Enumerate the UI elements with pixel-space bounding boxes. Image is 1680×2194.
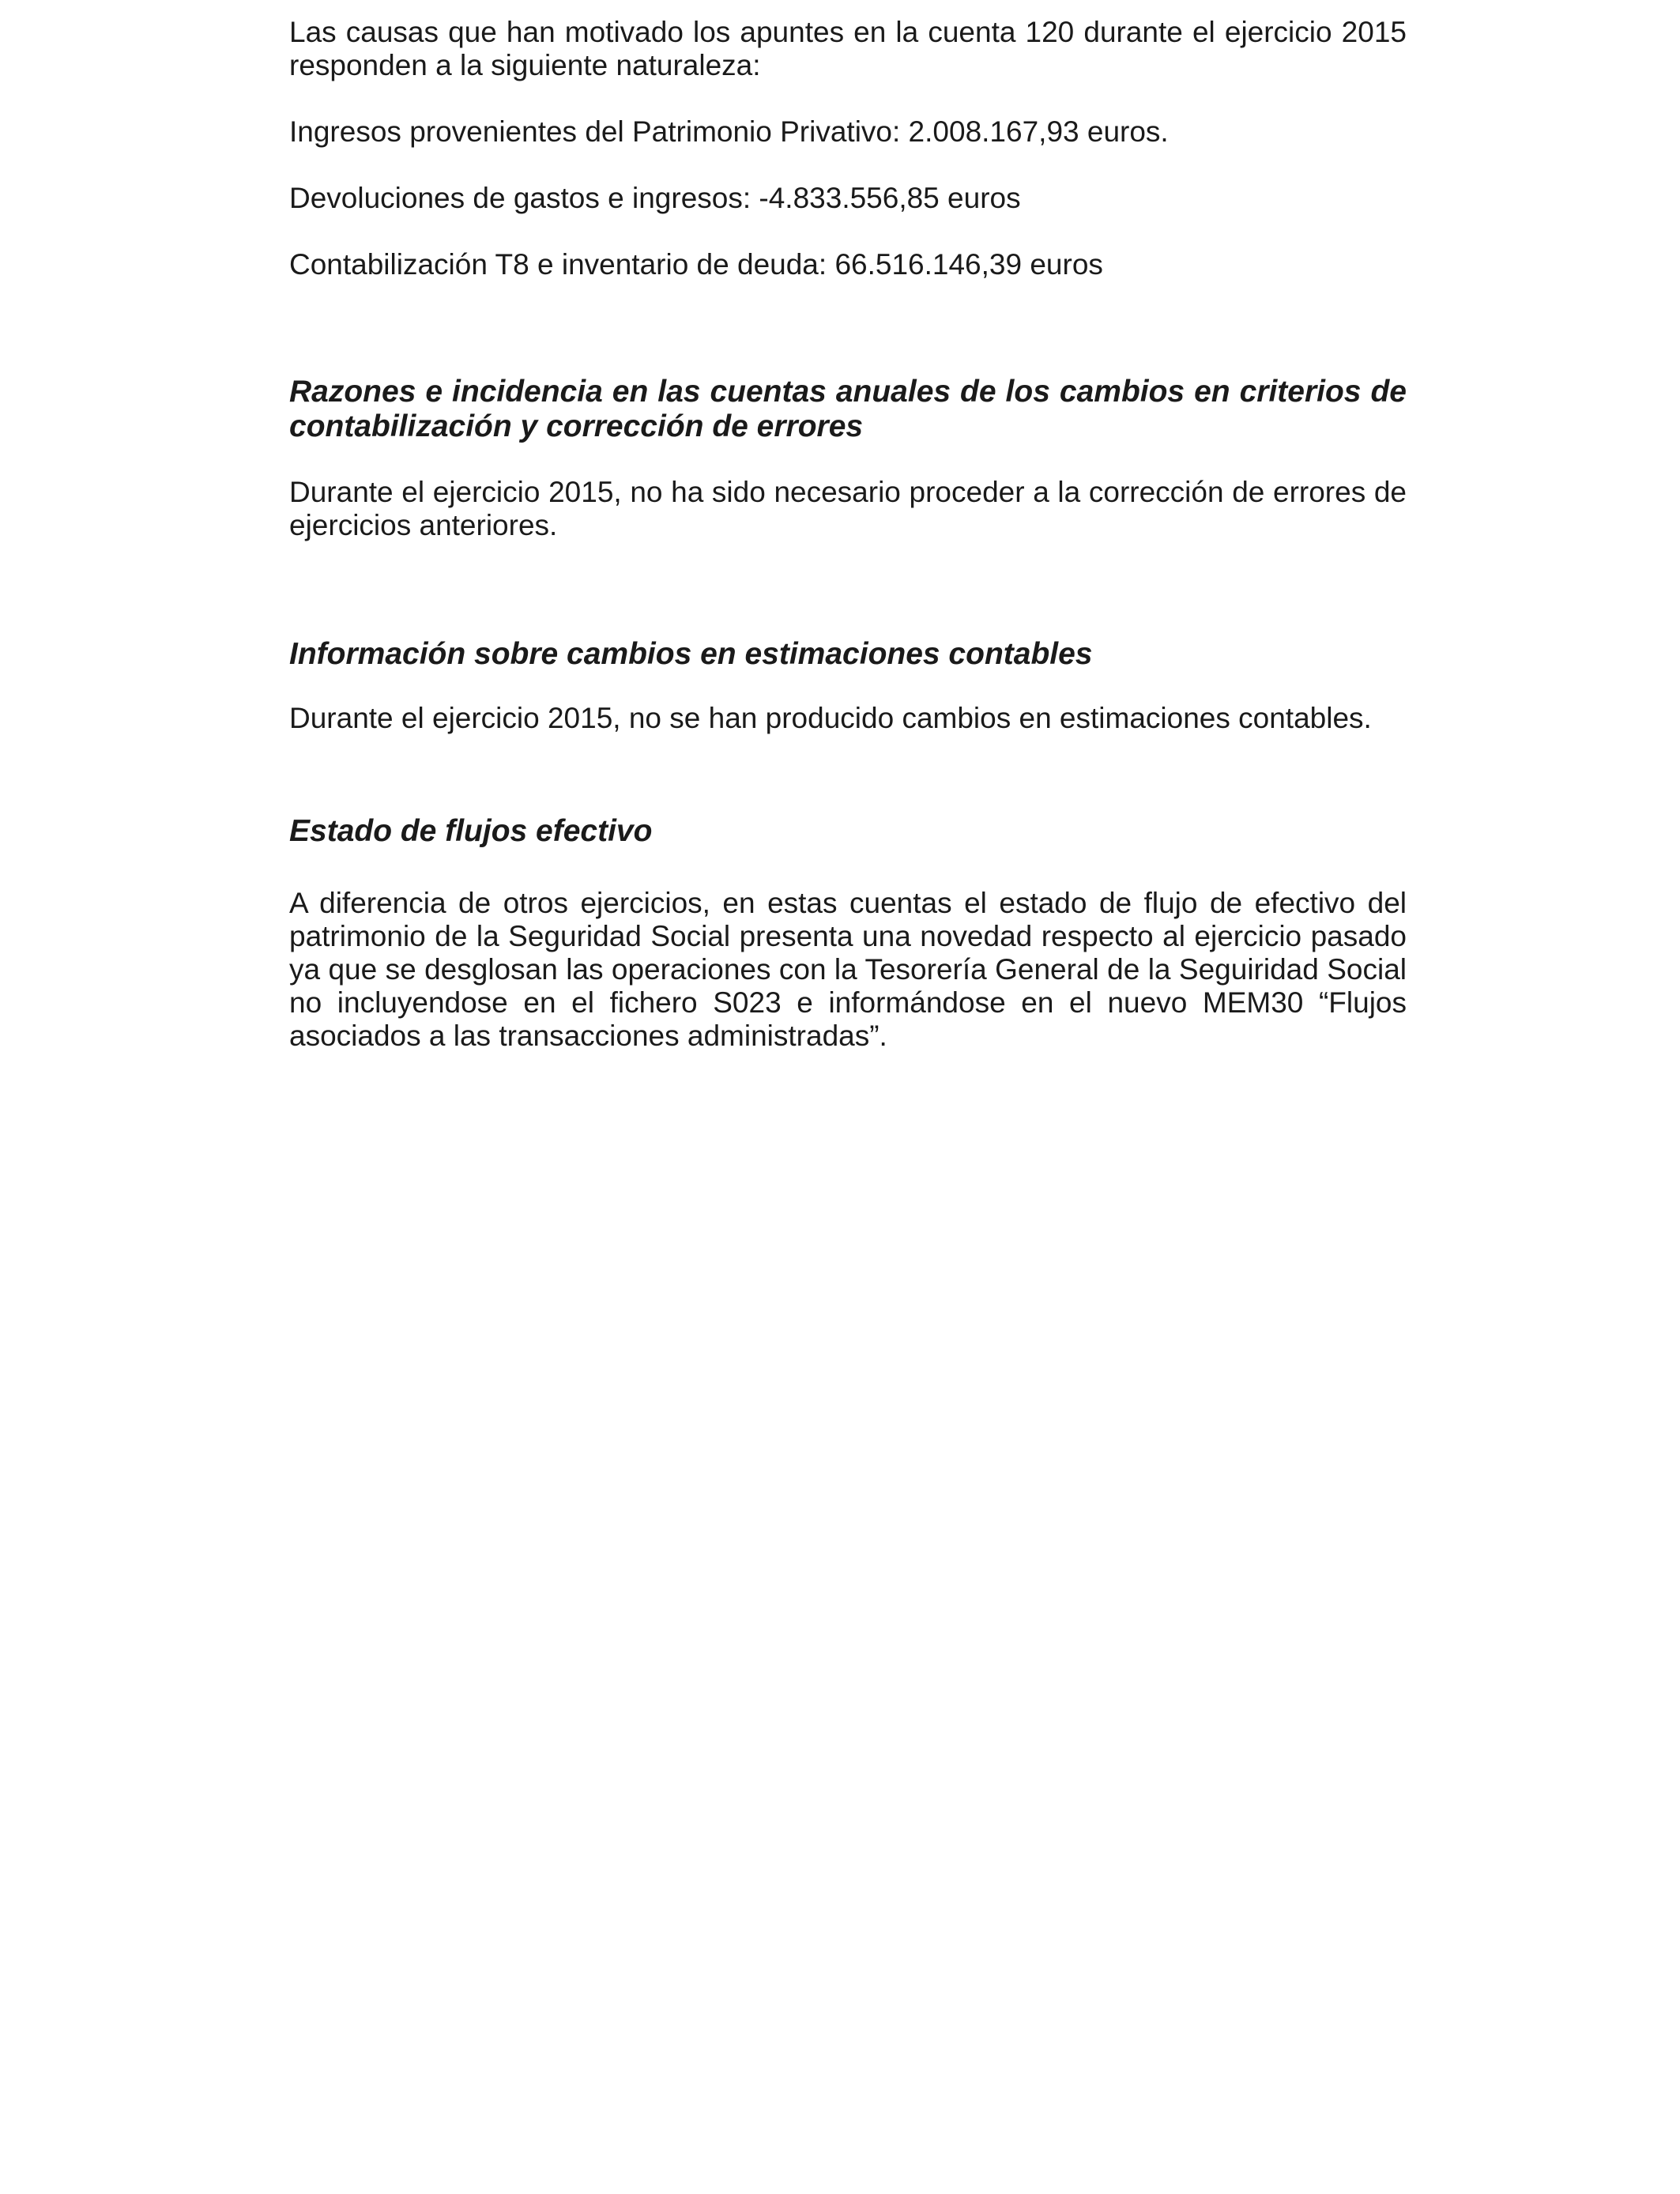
intro-paragraph: Las causas que han motivado los apuntes en la cuenta 120 durante el ejercicio 2015 responden a la siguiente naturaleza: (289, 16, 1407, 81)
section-body-flujos-efectivo: A diferencia de otros ejercicios, en estas cuentas el estado de flujo de efectivo del patrimonio de la Seguridad Social presenta una novedad respecto al ejercicio pasado ya que se desglosan las operaciones con la Tesorería General de la Seguiridad Social no incluyendose en el fichero S023 e informándose en el nuevo MEM30 “Flujos asociados a las transacciones administradas”. (289, 887, 1407, 1052)
section-heading-flujos-efectivo: Estado de flujos efectivo (289, 814, 653, 848)
list-item-contabilizacion-t8: Contabilización T8 e inventario de deuda: 66.516.146,39 euros (289, 248, 1103, 281)
list-item-patrimonio-privativo: Ingresos provenientes del Patrimonio Privativo: 2.008.167,93 euros. (289, 115, 1169, 148)
section-body-criterios-contabilizacion: Durante el ejercicio 2015, no ha sido necesario proceder a la corrección de errores de ejercicios anteriores. (289, 476, 1407, 541)
list-item-devoluciones: Devoluciones de gastos e ingresos: -4.833.556,85 euros (289, 182, 1021, 214)
section-body-estimaciones-contables: Durante el ejercicio 2015, no se han producido cambios en estimaciones contables. (289, 702, 1372, 734)
section-heading-criterios-contabilizacion: Razones e incidencia en las cuentas anuales de los cambios en criterios de contabilización y corrección de errores (289, 375, 1407, 443)
section-heading-estimaciones-contables: Información sobre cambios en estimaciones contables (289, 637, 1093, 671)
document-page (289, 0, 1407, 1053)
